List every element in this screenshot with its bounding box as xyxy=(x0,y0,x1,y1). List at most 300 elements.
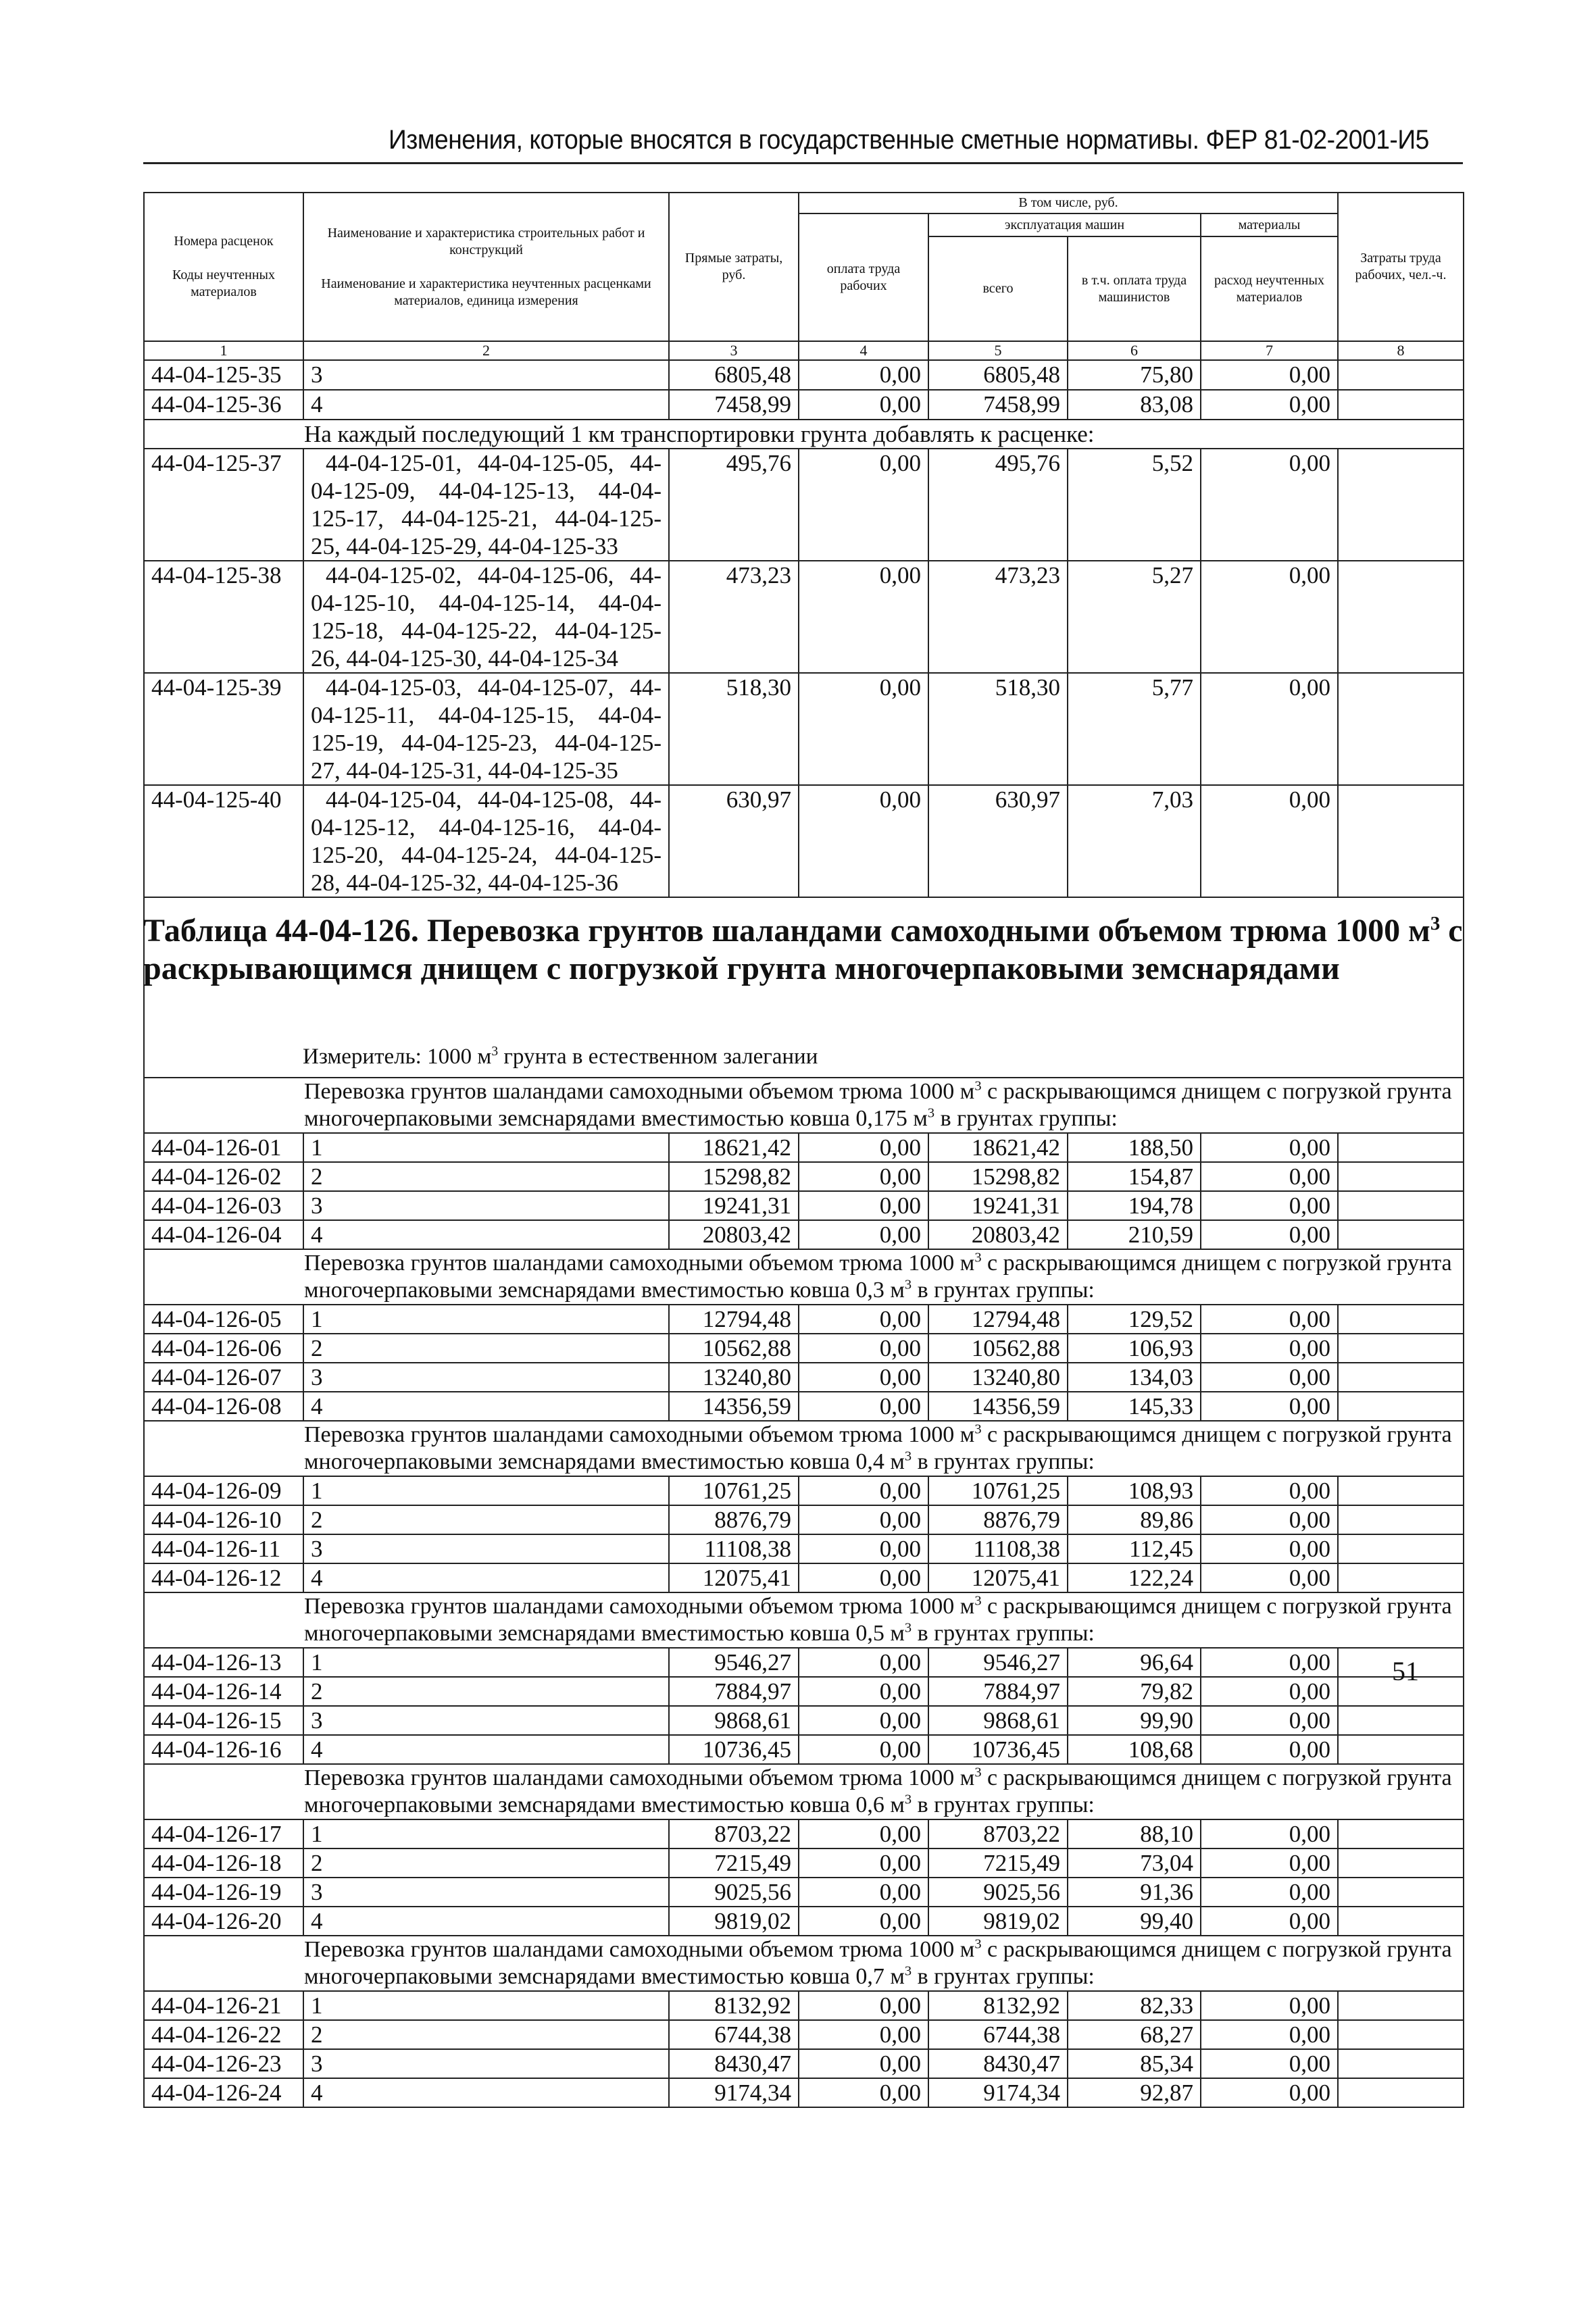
running-header: Изменения, которые вносятся в государственные сметные нормативы. ФЕР 81-02-2001-И5 xyxy=(389,125,1429,155)
cell-direct-costs: 495,76 xyxy=(669,449,799,561)
cell-rate-code: 44-04-126-24 xyxy=(144,2078,303,2107)
cell-description: 4 xyxy=(303,1735,669,1764)
cell-rate-code: 44-04-126-07 xyxy=(144,1363,303,1392)
cell-machines-total: 8703,22 xyxy=(928,1819,1068,1848)
group-text-a: Перевозка грунтов шаландами самоходными объемом трюма 1000 м xyxy=(304,1251,975,1276)
cell-materials: 0,00 xyxy=(1201,1534,1338,1563)
cell-worker-pay: 0,00 xyxy=(799,1305,928,1334)
cell-labor-hours xyxy=(1338,1191,1464,1220)
group-text-c: в грунтах группы: xyxy=(912,1278,1095,1303)
column-number: 7 xyxy=(1201,341,1338,360)
cell-labor-hours xyxy=(1338,1476,1464,1505)
bucket-volume: 0,6 xyxy=(855,1792,884,1817)
cell-rate-code: 44-04-126-12 xyxy=(144,1563,303,1592)
superscript: 3 xyxy=(904,1963,912,1979)
group-heading xyxy=(144,1249,1464,1305)
superscript: 3 xyxy=(904,1792,912,1807)
cell-materials: 0,00 xyxy=(1201,2020,1338,2049)
table-row xyxy=(144,1534,1464,1563)
superscript: 3 xyxy=(927,1105,935,1121)
cell-machines-total: 9819,02 xyxy=(928,1907,1068,1936)
cell-description: 1 xyxy=(303,1133,669,1162)
cell-worker-pay: 0,00 xyxy=(799,561,928,673)
cell-machinist-pay: 154,87 xyxy=(1068,1162,1201,1191)
cell-description: 44-04-125-04, 44-04-125-08, 44-04-125-12, 44-04-125-16, 44-04-125-20, 44-04-125-24, 44-04-125-28, 44-04-125-32, 44-04-125-36 xyxy=(303,785,669,897)
cell-labor-hours xyxy=(1338,1706,1464,1735)
group-text-b: с раскрывающимся днищем с погрузкой грунта многочерпаковыми земснарядами вместимостью ковша xyxy=(304,1079,1452,1131)
cell-machines-total: 9546,27 xyxy=(928,1648,1068,1677)
table-row xyxy=(144,1305,1464,1334)
cell-worker-pay: 0,00 xyxy=(799,1819,928,1848)
cell-worker-pay: 0,00 xyxy=(799,1162,928,1191)
cell-rate-code: 44-04-126-11 xyxy=(144,1534,303,1563)
cell-machines-total: 10761,25 xyxy=(928,1476,1068,1505)
cell-machines-total: 19241,31 xyxy=(928,1191,1068,1220)
cell-description: 44-04-125-03, 44-04-125-07, 44-04-125-11, 44-04-125-15, 44-04-125-19, 44-04-125-23, 44-04-125-27, 44-04-125-31, 44-04-125-35 xyxy=(303,673,669,785)
cell-labor-hours xyxy=(1338,2049,1464,2078)
cell-rate-code: 44-04-126-05 xyxy=(144,1305,303,1334)
cell-materials: 0,00 xyxy=(1201,561,1338,673)
cell-materials: 0,00 xyxy=(1201,2078,1338,2107)
cell-description: 3 xyxy=(303,1191,669,1220)
unit: м xyxy=(890,1449,905,1474)
col-header-machines: эксплуатация машин xyxy=(928,213,1201,236)
group-heading-row xyxy=(144,1249,1464,1305)
cell-machines-total: 18621,42 xyxy=(928,1133,1068,1162)
cell-machines-total: 9025,56 xyxy=(928,1878,1068,1907)
cell-rate-code: 44-04-126-20 xyxy=(144,1907,303,1936)
cell-direct-costs: 7884,97 xyxy=(669,1677,799,1706)
group-text-a: Перевозка грунтов шаландами самоходными объемом трюма 1000 м xyxy=(304,1594,975,1619)
cell-rate-code: 44-04-126-13 xyxy=(144,1648,303,1677)
cell-materials: 0,00 xyxy=(1201,1505,1338,1534)
cell-description: 2 xyxy=(303,1334,669,1363)
cell-labor-hours xyxy=(1338,1334,1464,1363)
group-text-c: в грунтах группы: xyxy=(912,1621,1095,1646)
cell-materials: 0,00 xyxy=(1201,1706,1338,1735)
table-row xyxy=(144,2020,1464,2049)
group-text-a: Перевозка грунтов шаландами самоходными объемом трюма 1000 м xyxy=(304,1765,975,1790)
table-row xyxy=(144,1563,1464,1592)
cell-worker-pay: 0,00 xyxy=(799,1878,928,1907)
table-row xyxy=(144,1220,1464,1249)
col-header-machinist-pay: в т.ч. оплата труда машинистов xyxy=(1068,236,1201,341)
cell-labor-hours xyxy=(1338,449,1464,561)
cell-worker-pay: 0,00 xyxy=(799,1334,928,1363)
cell-machinist-pay: 108,93 xyxy=(1068,1476,1201,1505)
cell-labor-hours xyxy=(1338,1534,1464,1563)
cell-labor-hours xyxy=(1338,1907,1464,1936)
cell-description: 4 xyxy=(303,1563,669,1592)
cell-rate-code: 44-04-126-04 xyxy=(144,1220,303,1249)
cell-rate-code: 44-04-126-21 xyxy=(144,1991,303,2020)
cell-machines-total: 14356,59 xyxy=(928,1392,1068,1421)
cell-description: 3 xyxy=(303,360,669,390)
page-number: 51 xyxy=(1392,1656,1419,1686)
cell-machines-total: 13240,80 xyxy=(928,1363,1068,1392)
table-row xyxy=(144,390,1464,420)
group-text-c: в грунтах группы: xyxy=(912,1964,1095,1989)
cell-worker-pay: 0,00 xyxy=(799,673,928,785)
cell-labor-hours xyxy=(1338,1305,1464,1334)
superscript: 3 xyxy=(974,1250,982,1265)
group-text-a: Перевозка грунтов шаландами самоходными объемом трюма 1000 м xyxy=(304,1937,975,1962)
measure-unit: Измеритель: 1000 $м^3$ грунта в естественном залегании xyxy=(303,1044,818,1069)
table-row xyxy=(144,2078,1464,2107)
cell-direct-costs: 518,30 xyxy=(669,673,799,785)
cell-machines-total: 7215,49 xyxy=(928,1848,1068,1878)
column-number: 5 xyxy=(928,341,1068,360)
superscript: 3 xyxy=(904,1277,912,1292)
cell-labor-hours xyxy=(1338,1735,1464,1764)
column-number: 3 xyxy=(669,341,799,360)
cell-materials: 0,00 xyxy=(1201,1878,1338,1907)
table-row xyxy=(144,360,1464,390)
cell-direct-costs: 10761,25 xyxy=(669,1476,799,1505)
cell-worker-pay: 0,00 xyxy=(799,2078,928,2107)
cell-worker-pay: 0,00 xyxy=(799,785,928,897)
cell-direct-costs: 6805,48 xyxy=(669,360,799,390)
cell-description: 2 xyxy=(303,2020,669,2049)
cell-materials: 0,00 xyxy=(1201,1133,1338,1162)
unit: м xyxy=(890,1792,905,1817)
cell-direct-costs: 18621,42 xyxy=(669,1133,799,1162)
cell-machines-total: 630,97 xyxy=(928,785,1068,897)
col-header-group: В том числе, руб. xyxy=(799,193,1338,213)
col-header-direct-costs: Прямые затраты, руб. xyxy=(669,193,799,341)
cell-materials: 0,00 xyxy=(1201,785,1338,897)
superscript: 3 xyxy=(904,1620,912,1636)
cell-rate-code: 44-04-126-08 xyxy=(144,1392,303,1421)
group-text-a: Перевозка грунтов шаландами самоходными объемом трюма 1000 м xyxy=(304,1422,975,1447)
table-row xyxy=(144,785,1464,897)
cell-direct-costs: 9025,56 xyxy=(669,1878,799,1907)
cell-direct-costs: 10562,88 xyxy=(669,1334,799,1363)
cell-materials: 0,00 xyxy=(1201,1735,1338,1764)
cell-machines-total: 8430,47 xyxy=(928,2049,1068,2078)
group-text-b: с раскрывающимся днищем с погрузкой грунта многочерпаковыми земснарядами вместимостью ковша xyxy=(304,1251,1452,1303)
cell-description: 4 xyxy=(303,1907,669,1936)
cell-machinist-pay: 82,33 xyxy=(1068,1991,1201,2020)
column-number: 8 xyxy=(1338,341,1464,360)
col-header-name: Наименование и характеристика строительных работ и конструкций Наименование и характеристика неучтенных расценками материалов, единица измерения xyxy=(303,193,669,341)
cell-description: 3 xyxy=(303,1878,669,1907)
cell-description: 1 xyxy=(303,1648,669,1677)
table-row xyxy=(144,1735,1464,1764)
table-row xyxy=(144,1334,1464,1363)
group-text-a: Перевозка грунтов шаландами самоходными объемом трюма 1000 м xyxy=(304,1079,975,1104)
bucket-volume: 0,4 xyxy=(855,1449,884,1474)
cell-machinist-pay: 91,36 xyxy=(1068,1878,1201,1907)
cell-direct-costs: 9868,61 xyxy=(669,1706,799,1735)
cell-description: 1 xyxy=(303,1305,669,1334)
section-note-row xyxy=(144,420,1464,449)
cell-machines-total: 518,30 xyxy=(928,673,1068,785)
cell-worker-pay: 0,00 xyxy=(799,1133,928,1162)
cell-worker-pay: 0,00 xyxy=(799,1505,928,1534)
cell-machinist-pay: 92,87 xyxy=(1068,2078,1201,2107)
cell-description: 1 xyxy=(303,1476,669,1505)
table-row xyxy=(144,1505,1464,1534)
cell-worker-pay: 0,00 xyxy=(799,2020,928,2049)
cell-materials: 0,00 xyxy=(1201,1392,1338,1421)
cell-machinist-pay: 89,86 xyxy=(1068,1505,1201,1534)
table-row xyxy=(144,1648,1464,1677)
cell-description: 1 xyxy=(303,1819,669,1848)
superscript: 3 xyxy=(974,1422,982,1437)
cell-machinist-pay: 7,03 xyxy=(1068,785,1201,897)
cell-worker-pay: 0,00 xyxy=(799,1220,928,1249)
unit: м xyxy=(913,1106,928,1131)
cell-description: 2 xyxy=(303,1677,669,1706)
cell-materials: 0,00 xyxy=(1201,673,1338,785)
cell-labor-hours xyxy=(1338,1563,1464,1592)
cell-worker-pay: 0,00 xyxy=(799,1735,928,1764)
cell-direct-costs: 20803,42 xyxy=(669,1220,799,1249)
cell-materials: 0,00 xyxy=(1201,1563,1338,1592)
column-number: 6 xyxy=(1068,341,1201,360)
table-row xyxy=(144,561,1464,673)
cell-machinist-pay: 73,04 xyxy=(1068,1848,1201,1878)
cell-machinist-pay: 96,64 xyxy=(1068,1648,1201,1677)
cell-direct-costs: 7458,99 xyxy=(669,390,799,420)
cell-direct-costs: 6744,38 xyxy=(669,2020,799,2049)
col-header-worker-pay: оплата труда рабочих xyxy=(799,213,928,341)
table-row xyxy=(144,673,1464,785)
section-note: На каждый последующий 1 км транспортировки грунта добавлять к расценке: xyxy=(144,420,1464,449)
cell-machinist-pay: 99,90 xyxy=(1068,1706,1201,1735)
cell-worker-pay: 0,00 xyxy=(799,1648,928,1677)
bucket-volume: 0,7 xyxy=(855,1964,884,1989)
cell-machinist-pay: 5,27 xyxy=(1068,561,1201,673)
cell-direct-costs: 9819,02 xyxy=(669,1907,799,1936)
cell-rate-code: 44-04-126-03 xyxy=(144,1191,303,1220)
group-heading-row xyxy=(144,1764,1464,1819)
table-row xyxy=(144,1363,1464,1392)
cell-machinist-pay: 129,52 xyxy=(1068,1305,1201,1334)
header-rule xyxy=(143,162,1463,164)
cell-machinist-pay: 108,68 xyxy=(1068,1735,1201,1764)
cell-direct-costs: 10736,45 xyxy=(669,1735,799,1764)
cell-description: 44-04-125-02, 44-04-125-06, 44-04-125-10, 44-04-125-14, 44-04-125-18, 44-04-125-22, 44-04-125-26, 44-04-125-30, 44-04-125-34 xyxy=(303,561,669,673)
cell-labor-hours xyxy=(1338,1848,1464,1878)
cell-labor-hours xyxy=(1338,2020,1464,2049)
cell-worker-pay: 0,00 xyxy=(799,1677,928,1706)
cell-materials: 0,00 xyxy=(1201,1848,1338,1878)
cell-description: 3 xyxy=(303,1363,669,1392)
cell-direct-costs: 8430,47 xyxy=(669,2049,799,2078)
superscript: 3 xyxy=(974,1078,982,1094)
col-header-codes: Номера расценок Коды неучтенных материалов xyxy=(144,193,303,341)
cell-rate-code: 44-04-125-36 xyxy=(144,390,303,420)
cell-labor-hours xyxy=(1338,561,1464,673)
cell-machinist-pay: 106,93 xyxy=(1068,1334,1201,1363)
cell-direct-costs: 7215,49 xyxy=(669,1848,799,1878)
cell-materials: 0,00 xyxy=(1201,2049,1338,2078)
group-heading-row xyxy=(144,1936,1464,1991)
cell-materials: 0,00 xyxy=(1201,1305,1338,1334)
superscript: 3 xyxy=(974,1936,982,1952)
cell-machinist-pay: 5,77 xyxy=(1068,673,1201,785)
cell-materials: 0,00 xyxy=(1201,1991,1338,2020)
cell-labor-hours xyxy=(1338,1878,1464,1907)
bucket-volume: 0,3 xyxy=(855,1278,884,1303)
cell-machines-total: 495,76 xyxy=(928,449,1068,561)
cell-machinist-pay: 68,27 xyxy=(1068,2020,1201,2049)
rates-table-44-04-125 xyxy=(143,192,1464,898)
cell-machinist-pay: 134,03 xyxy=(1068,1363,1201,1392)
cell-machinist-pay: 79,82 xyxy=(1068,1677,1201,1706)
superscript: 3 xyxy=(974,1593,982,1609)
col-header-materials: материалы xyxy=(1201,213,1338,236)
cell-description: 2 xyxy=(303,1848,669,1878)
cell-machinist-pay: 188,50 xyxy=(1068,1133,1201,1162)
col-header-labor: Затраты труда рабочих, чел.-ч. xyxy=(1338,193,1464,341)
cell-description: 2 xyxy=(303,1505,669,1534)
col-header-material-use: расход неучтенных материалов xyxy=(1201,236,1338,341)
group-heading-row xyxy=(144,1078,1464,1133)
cell-direct-costs: 12075,41 xyxy=(669,1563,799,1592)
group-text-b: с раскрывающимся днищем с погрузкой грунта многочерпаковыми земснарядами вместимостью ковша xyxy=(304,1765,1452,1817)
cell-machines-total: 10562,88 xyxy=(928,1334,1068,1363)
superscript: 3 xyxy=(974,1765,982,1780)
cell-worker-pay: 0,00 xyxy=(799,1363,928,1392)
bucket-volume: 0,175 xyxy=(855,1106,907,1131)
cell-labor-hours xyxy=(1338,673,1464,785)
cell-worker-pay: 0,00 xyxy=(799,1191,928,1220)
cell-description: 3 xyxy=(303,1706,669,1735)
cell-machinist-pay: 85,34 xyxy=(1068,2049,1201,2078)
cell-labor-hours xyxy=(1338,1162,1464,1191)
superscript: 3 xyxy=(904,1449,912,1464)
table-row xyxy=(144,1392,1464,1421)
cell-machines-total: 20803,42 xyxy=(928,1220,1068,1249)
table-row xyxy=(144,1476,1464,1505)
cell-materials: 0,00 xyxy=(1201,1162,1338,1191)
cell-machinist-pay: 194,78 xyxy=(1068,1191,1201,1220)
cell-rate-code: 44-04-125-35 xyxy=(144,360,303,390)
cell-direct-costs: 473,23 xyxy=(669,561,799,673)
cell-machinist-pay: 5,52 xyxy=(1068,449,1201,561)
cell-description: 2 xyxy=(303,1162,669,1191)
cell-rate-code: 44-04-126-06 xyxy=(144,1334,303,1363)
cell-materials: 0,00 xyxy=(1201,1476,1338,1505)
cell-worker-pay: 0,00 xyxy=(799,1991,928,2020)
cell-machinist-pay: 112,45 xyxy=(1068,1534,1201,1563)
cell-worker-pay: 0,00 xyxy=(799,1848,928,1878)
group-text-b: с раскрывающимся днищем с погрузкой грунта многочерпаковыми земснарядами вместимостью ковша xyxy=(304,1594,1452,1646)
unit: м xyxy=(890,1621,905,1646)
cell-machinist-pay: 210,59 xyxy=(1068,1220,1201,1249)
cell-materials: 0,00 xyxy=(1201,1191,1338,1220)
cell-rate-code: 44-04-126-17 xyxy=(144,1819,303,1848)
table-title: Таблица 44-04-126. Перевозка грунтов шаландами самоходными объемом трюма 1000 $м^3$ с раскрывающимся днищем с погрузкой грунта многочерпаковыми земснарядами xyxy=(143,913,1463,986)
cell-machinist-pay: 145,33 xyxy=(1068,1392,1201,1421)
cell-worker-pay: 0,00 xyxy=(799,1534,928,1563)
cell-description: 4 xyxy=(303,1220,669,1249)
table-row xyxy=(144,1162,1464,1191)
cell-worker-pay: 0,00 xyxy=(799,449,928,561)
cell-materials: 0,00 xyxy=(1201,360,1338,390)
group-heading-row xyxy=(144,1592,1464,1648)
cell-machines-total: 6744,38 xyxy=(928,2020,1068,2049)
group-heading xyxy=(144,1592,1464,1648)
cell-direct-costs: 12794,48 xyxy=(669,1305,799,1334)
table-row xyxy=(144,1907,1464,1936)
group-text-c: в грунтах группы: xyxy=(912,1449,1095,1474)
cell-labor-hours xyxy=(1338,2078,1464,2107)
cell-direct-costs: 9174,34 xyxy=(669,2078,799,2107)
cell-rate-code: 44-04-126-10 xyxy=(144,1505,303,1534)
table-row xyxy=(144,1133,1464,1162)
cell-labor-hours xyxy=(1338,1505,1464,1534)
cell-worker-pay: 0,00 xyxy=(799,360,928,390)
cell-machinist-pay: 83,08 xyxy=(1068,390,1201,420)
group-text-c: в грунтах группы: xyxy=(912,1792,1095,1817)
column-number-row xyxy=(144,341,1464,360)
group-text-b: с раскрывающимся днищем с погрузкой грунта многочерпаковыми земснарядами вместимостью ковша xyxy=(304,1937,1452,1989)
group-text-c: в грунтах группы: xyxy=(934,1106,1118,1131)
cell-materials: 0,00 xyxy=(1201,449,1338,561)
cell-labor-hours xyxy=(1338,1392,1464,1421)
cell-description: 3 xyxy=(303,2049,669,2078)
table-row xyxy=(144,1706,1464,1735)
cell-description: 1 xyxy=(303,1991,669,2020)
cell-rate-code: 44-04-126-15 xyxy=(144,1706,303,1735)
cell-description: 4 xyxy=(303,1392,669,1421)
cell-machines-total: 7458,99 xyxy=(928,390,1068,420)
cell-machines-total: 9868,61 xyxy=(928,1706,1068,1735)
cell-materials: 0,00 xyxy=(1201,1334,1338,1363)
bucket-volume: 0,5 xyxy=(855,1621,884,1646)
cell-direct-costs: 8703,22 xyxy=(669,1819,799,1848)
table-row xyxy=(144,1848,1464,1878)
cell-direct-costs: 19241,31 xyxy=(669,1191,799,1220)
table-row xyxy=(144,1191,1464,1220)
cell-machines-total: 15298,82 xyxy=(928,1162,1068,1191)
cell-description: 4 xyxy=(303,2078,669,2107)
column-number: 1 xyxy=(144,341,303,360)
cell-machines-total: 11108,38 xyxy=(928,1534,1068,1563)
table-row xyxy=(144,1677,1464,1706)
column-number: 4 xyxy=(799,341,928,360)
cell-direct-costs: 13240,80 xyxy=(669,1363,799,1392)
cell-rate-code: 44-04-126-18 xyxy=(144,1848,303,1878)
cell-machines-total: 9174,34 xyxy=(928,2078,1068,2107)
unit: м xyxy=(890,1964,905,1989)
cell-materials: 0,00 xyxy=(1201,1648,1338,1677)
cell-machinist-pay: 99,40 xyxy=(1068,1907,1201,1936)
cell-worker-pay: 0,00 xyxy=(799,1563,928,1592)
cell-labor-hours xyxy=(1338,1133,1464,1162)
cell-rate-code: 44-04-126-16 xyxy=(144,1735,303,1764)
cell-description: 4 xyxy=(303,390,669,420)
cell-labor-hours xyxy=(1338,1991,1464,2020)
cell-worker-pay: 0,00 xyxy=(799,1392,928,1421)
table-row xyxy=(144,2049,1464,2078)
table-row xyxy=(144,449,1464,561)
cell-labor-hours xyxy=(1338,1220,1464,1249)
group-heading xyxy=(144,1936,1464,1991)
cell-worker-pay: 0,00 xyxy=(799,1476,928,1505)
cell-direct-costs: 11108,38 xyxy=(669,1534,799,1563)
cell-materials: 0,00 xyxy=(1201,1363,1338,1392)
cell-rate-code: 44-04-126-23 xyxy=(144,2049,303,2078)
col-header-machines-total: всего xyxy=(928,236,1068,341)
cell-machines-total: 7884,97 xyxy=(928,1677,1068,1706)
cell-machines-total: 10736,45 xyxy=(928,1735,1068,1764)
group-text-b: с раскрывающимся днищем с погрузкой грунта многочерпаковыми земснарядами вместимостью ковша xyxy=(304,1422,1452,1474)
